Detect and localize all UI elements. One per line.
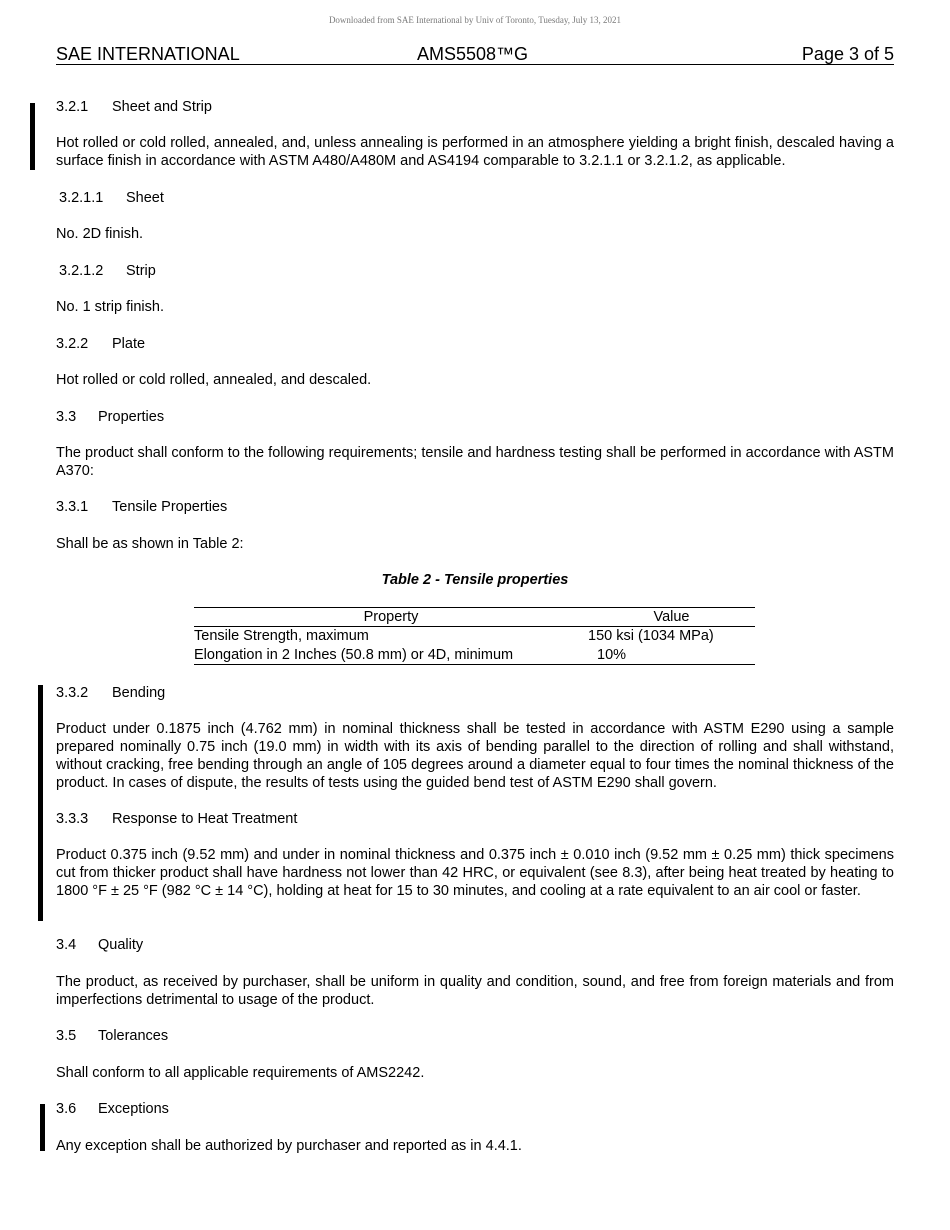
- section-title: Tolerances: [98, 1028, 169, 1044]
- section-body-3-5: Shall conform to all applicable requirements of AMS2242.: [56, 1065, 425, 1081]
- section-heading-3-2-1: [56, 98, 212, 116]
- section-body-3-2-1-2: No. 1 strip finish.: [56, 299, 164, 315]
- table-cell-value: 150 ksi (1034 MPa): [588, 628, 714, 644]
- section-body-3-3-3: Product 0.375 inch (9.52 mm) and under in nominal thickness and 0.375 inch ± 0.010 inch (9.52 mm ± 0.25 mm) thick specimens cut from thicker product shall have hardness not lower than 42 HRC, or equivalent (see 8.3), after being heat treated by heating to 1800 °F ± 25 °F (982 °C ± 14 °C), holding at heat for 15 to 30 minutes, and cooling at a rate equivalent to an air cool or faster.: [56, 847, 894, 899]
- section-heading-3-3-1: [56, 498, 227, 516]
- section-heading-3-2-1-1: [59, 189, 164, 207]
- section-body-3-4: The product, as received by purchaser, shall be uniform in quality and condition, sound, and free from foreign materials and from imperfections detrimental to usage of the product.: [56, 974, 894, 1008]
- section-number: 3.3.1: [56, 499, 89, 515]
- section-number: 3.3.3: [56, 811, 89, 827]
- section-title: Quality: [98, 937, 144, 953]
- section-number: 3.3: [56, 409, 77, 425]
- section-title: Exceptions: [98, 1101, 169, 1117]
- table-cell-property: Tensile Strength, maximum: [194, 628, 369, 644]
- section-title: Bending: [112, 685, 166, 701]
- section-body-3-6: Any exception shall be authorized by purchaser and reported as in 4.4.1.: [56, 1138, 522, 1154]
- section-heading-3-3-3: [56, 810, 297, 828]
- section-number: 3.6: [56, 1101, 77, 1117]
- section-number: 3.2.1.2: [59, 263, 104, 279]
- table-cell-value: 10%: [597, 647, 627, 663]
- section-body-3-2-1: Hot rolled or cold rolled, annealed, and, unless annealing is performed in an atmosphere yielding a bright finish, descaled having a surface finish in accordance with ASTM A480/A480M and AS4194 comparable to 3.2.1.1 or 3.2.1.2, as applicable.: [56, 135, 894, 169]
- section-heading-3-2-1-2: [59, 262, 156, 280]
- table-bottom-rule: [194, 664, 755, 665]
- section-heading-3-4: [56, 936, 143, 954]
- section-number: 3.4: [56, 937, 77, 953]
- header-document-id: AMS5508™G: [417, 44, 529, 64]
- section-title: Tensile Properties: [112, 499, 228, 515]
- header-organization: SAE INTERNATIONAL: [56, 44, 240, 64]
- section-number: 3.2.2: [56, 336, 89, 352]
- section-number: 3.2.1.1: [59, 190, 104, 206]
- section-heading-3-3: [56, 408, 164, 426]
- table-title: Table 2 - Tensile properties: [381, 572, 569, 588]
- section-body-3-2-1-1: No. 2D finish.: [56, 226, 144, 242]
- section-title: Response to Heat Treatment: [112, 811, 298, 827]
- section-body-3-3: The product shall conform to the following requirements; tensile and hardness testing shall be performed in accordance with ASTM A370:: [56, 445, 894, 479]
- section-heading-3-6: [56, 1100, 169, 1118]
- section-title: Sheet: [126, 190, 164, 206]
- section-title: Strip: [126, 263, 156, 279]
- section-title: Plate: [112, 336, 146, 352]
- revision-change-bar: [30, 103, 35, 170]
- section-body-3-3-2: Product under 0.1875 inch (4.762 mm) in nominal thickness shall be tested in accordance with ASTM E290 using a sample prepared nominally 0.75 inch (19.0 mm) in width with its axis of bending parallel to the direction of rolling and shall withstand, without cracking, free bending through an angle of 105 degrees around a diameter equal to four times the nominal thickness of the product. In cases of dispute, the results of tests using the guided bend test of ASTM E290 shall govern.: [56, 721, 894, 791]
- section-heading-3-2-2: [56, 335, 145, 353]
- section-heading-3-5: [56, 1027, 168, 1045]
- download-watermark: Downloaded from SAE International by Univ of Toronto, Tuesday, July 13, 2021: [328, 15, 622, 25]
- revision-change-bar: [38, 685, 43, 921]
- page-header: [56, 44, 894, 65]
- section-number: 3.5: [56, 1028, 77, 1044]
- section-body-3-3-1: Shall be as shown in Table 2:: [56, 536, 244, 552]
- table-header-property: Property: [363, 609, 419, 625]
- section-title: Sheet and Strip: [112, 99, 212, 115]
- header-page-number: Page 3 of 5: [801, 44, 894, 64]
- table-header-value: Value: [653, 609, 690, 625]
- section-heading-3-3-2: [56, 684, 165, 702]
- section-body-3-2-2: Hot rolled or cold rolled, annealed, and descaled.: [56, 372, 372, 388]
- section-number: 3.3.2: [56, 685, 89, 701]
- section-number: 3.2.1: [56, 99, 89, 115]
- revision-change-bar: [40, 1104, 45, 1151]
- table-cell-property: Elongation in 2 Inches (50.8 mm) or 4D, minimum: [194, 647, 514, 663]
- section-title: Properties: [98, 409, 165, 425]
